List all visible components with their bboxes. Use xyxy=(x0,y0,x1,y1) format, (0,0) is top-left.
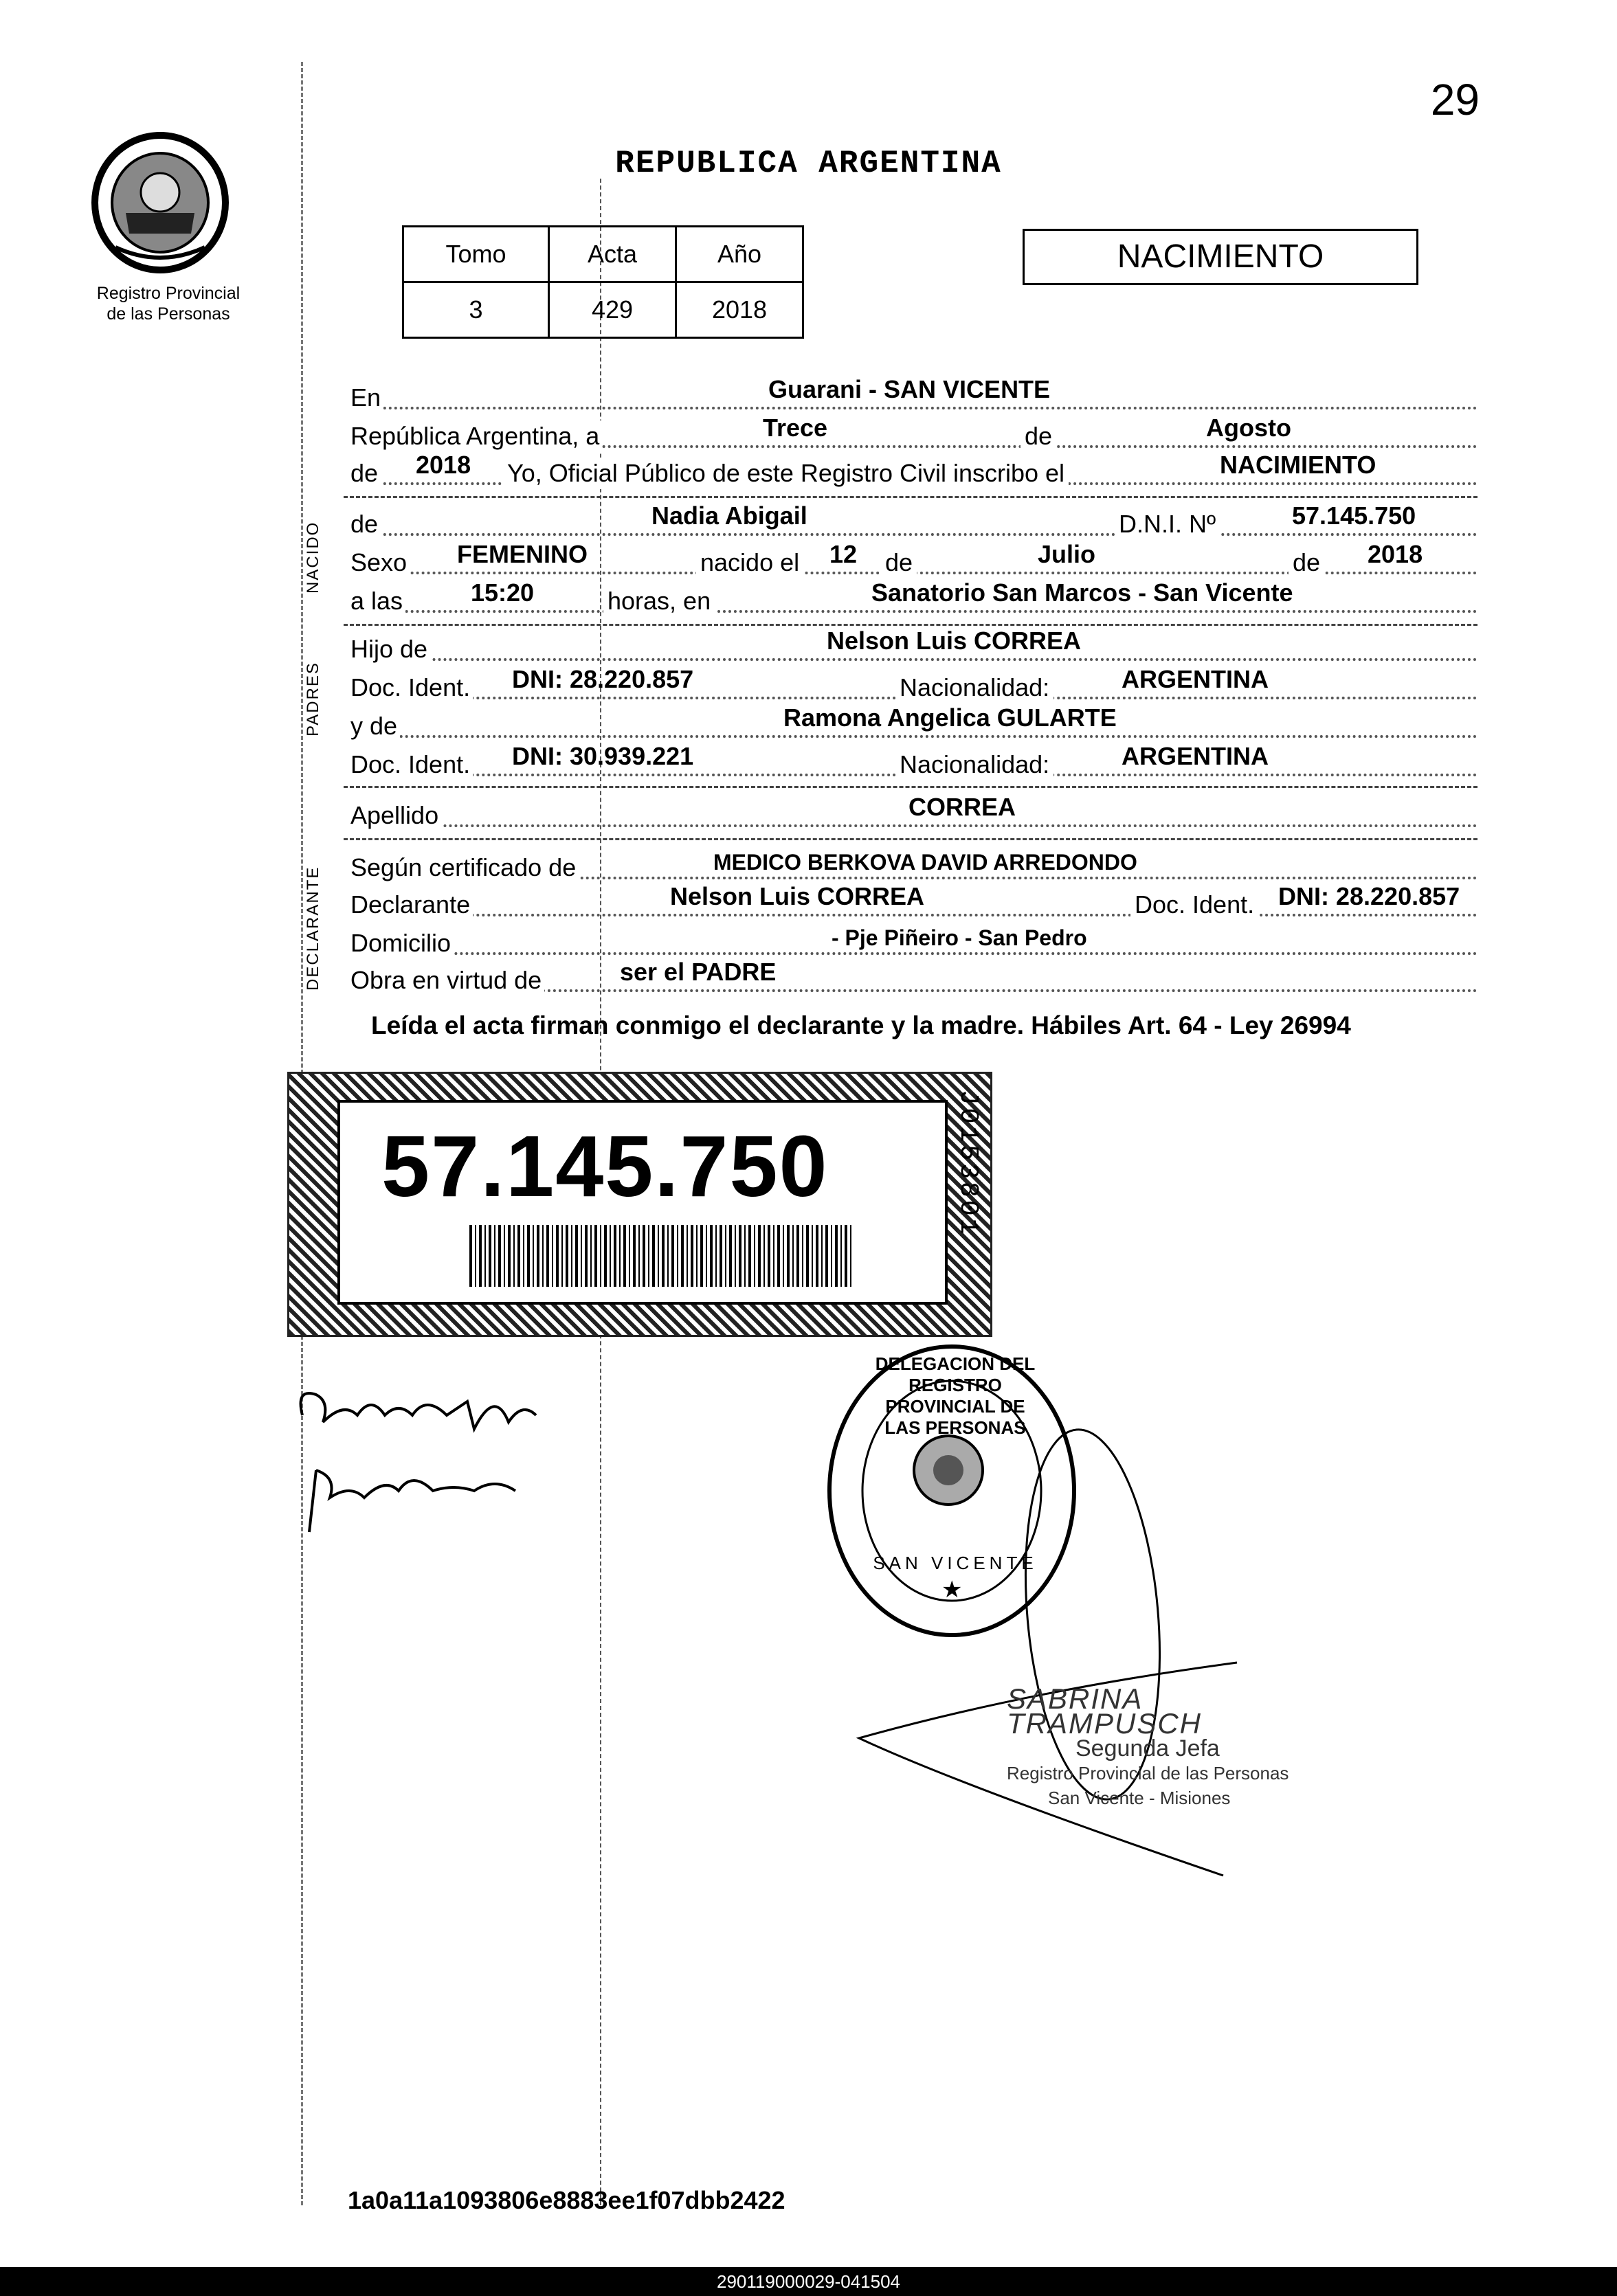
page-number: 29 xyxy=(1430,75,1480,124)
row-obra xyxy=(350,958,1477,996)
value-mother-doc: DNI: 30.939.221 xyxy=(512,742,694,770)
value-day: Trece xyxy=(763,414,828,442)
ano-value: 2018 xyxy=(676,282,803,338)
value-sexo: FEMENINO xyxy=(457,540,588,568)
label-de: de xyxy=(1021,420,1056,452)
label-declarante: Declarante xyxy=(350,889,473,921)
value-mother: Ramona Angelica GULARTE xyxy=(783,704,1117,732)
sticker-number: 57.145.750 xyxy=(381,1118,829,1215)
label-nacionalidad2: Nacionalidad: xyxy=(895,749,1053,780)
tomo-value: 3 xyxy=(403,282,549,338)
label-alas: a las xyxy=(350,585,405,617)
row-father-doc xyxy=(350,665,1477,704)
official-signature xyxy=(825,1402,1306,1882)
value-place: Sanatorio San Marcos - San Vicente xyxy=(871,578,1293,607)
label-de-month: de xyxy=(881,547,917,578)
row-en xyxy=(350,375,1477,414)
value-birth-year: 2018 xyxy=(1368,540,1423,568)
row-sexo xyxy=(350,540,1477,578)
label-certificado: Según certificado de xyxy=(350,852,579,883)
logo-caption xyxy=(69,283,268,324)
value-father-doc: DNI: 28.220.857 xyxy=(512,665,694,693)
value-event: NACIMIENTO xyxy=(1220,451,1376,479)
label-decl-doc: Doc. Ident. xyxy=(1130,889,1258,921)
label-yde: y de xyxy=(350,710,400,742)
value-certificado: MEDICO BERKOVA DAVID ARREDONDO xyxy=(713,850,1137,875)
row-father xyxy=(350,627,1477,665)
country-title: REPUBLICA ARGENTINA xyxy=(615,146,1002,181)
value-obra: ser el PADRE xyxy=(620,958,777,986)
label-doc2: Doc. Ident. xyxy=(350,749,473,780)
value-decl-doc: DNI: 28.220.857 xyxy=(1278,882,1460,910)
svg-text:★: ★ xyxy=(941,1577,963,1603)
label-republica: República Argentina, a xyxy=(350,420,602,452)
label-obra: Obra en virtud de xyxy=(350,965,544,996)
stamp-ring-text: DELEGACION DEL REGISTRO PROVINCIAL DE LAS PERSONAS xyxy=(875,1353,1036,1438)
id-sticker xyxy=(287,1072,992,1337)
value-birth-day: 12 xyxy=(829,540,858,568)
row-certificado xyxy=(350,852,1477,883)
value-dni: 57.145.750 xyxy=(1292,502,1416,530)
document-hash: 1a0a11a1093806e8883ee1f07dbb2422 xyxy=(348,2186,785,2214)
side-label-declarante: DECLARANTE xyxy=(304,866,322,991)
label-nacido: nacido el xyxy=(696,547,803,578)
value-en: Guarani - SAN VICENTE xyxy=(768,375,1051,403)
value-father-nat: ARGENTINA xyxy=(1122,665,1269,693)
value-month: Agosto xyxy=(1206,414,1291,442)
label-doc: Doc. Ident. xyxy=(350,672,473,704)
value-declarante: Nelson Luis CORREA xyxy=(670,882,925,910)
value-time: 15:20 xyxy=(471,578,535,607)
row-mother-doc xyxy=(350,742,1477,780)
province-seal-logo xyxy=(88,131,232,275)
label-en: En xyxy=(350,382,383,414)
side-label-padres: PADRES xyxy=(304,662,322,736)
acta-value: 429 xyxy=(549,282,676,338)
label-domicilio: Domicilio xyxy=(350,927,454,959)
logo-caption-line1: Registro Provincial xyxy=(96,284,241,303)
signer-name: SABRINA TRAMPUSCH xyxy=(1007,1682,1203,1740)
label-de-byear: de xyxy=(1289,547,1324,578)
label-sexo: Sexo xyxy=(350,547,410,578)
signature-block xyxy=(1007,1682,1323,1810)
value-mother-nat: ARGENTINA xyxy=(1122,742,1269,770)
value-apellido: CORREA xyxy=(908,793,1016,821)
record-type: NACIMIENTO xyxy=(1023,229,1418,285)
label-dni: D.N.I. Nº xyxy=(1115,508,1220,540)
row-republica xyxy=(350,414,1477,452)
stamp-center-text: SAN VICENTE xyxy=(873,1553,1038,1573)
value-domicilio: - Pje Piñeiro - San Pedro xyxy=(832,925,1087,950)
label-nacionalidad: Nacionalidad: xyxy=(895,672,1053,704)
text-yo-oficial: Yo, Oficial Público de este Registro Civil inscribo el xyxy=(503,458,1069,489)
signer-office: Registro Provincial de las Personas xyxy=(1007,1763,1289,1783)
header-acta: Acta xyxy=(549,227,676,282)
row-domicilio xyxy=(350,927,1477,959)
row-time xyxy=(350,578,1477,617)
row-apellido xyxy=(350,793,1477,831)
row-name xyxy=(350,502,1477,540)
sticker-panel xyxy=(337,1100,948,1305)
separator xyxy=(344,786,1477,788)
value-name: Nadia Abigail xyxy=(651,502,807,530)
header-ano: Año xyxy=(676,227,803,282)
logo-caption-line2: de las Personas xyxy=(107,304,230,324)
label-de-year: de xyxy=(350,458,381,489)
side-label-nacido: NACIDO xyxy=(304,521,322,594)
signer-title: Segunda Jefa xyxy=(1075,1735,1220,1762)
record-table xyxy=(402,225,804,339)
signatures-handwritten xyxy=(289,1374,577,1553)
header-tomo: Tomo xyxy=(403,227,549,282)
label-de-name: de xyxy=(350,508,381,540)
footer-bar: 290119000029-041504 xyxy=(0,2267,1617,2296)
label-apellido: Apellido xyxy=(350,800,441,831)
label-horas: horas, en xyxy=(603,585,715,617)
barcode xyxy=(469,1225,854,1287)
separator xyxy=(344,838,1477,840)
label-hijo: Hijo de xyxy=(350,633,430,665)
separator xyxy=(344,496,1477,498)
value-father: Nelson Luis CORREA xyxy=(827,627,1082,655)
sticker-serial: J0153801 xyxy=(953,1090,983,1237)
signer-location: San Vicente - Misiones xyxy=(1048,1788,1231,1808)
value-year: 2018 xyxy=(416,451,471,479)
row-declarante xyxy=(350,882,1477,921)
row-mother xyxy=(350,704,1477,742)
closing-text: Leída el acta firman conmigo el declarante y la madre. Hábiles Art. 64 - Ley 26994 xyxy=(371,1011,1351,1039)
row-year xyxy=(350,451,1477,489)
value-birth-month: Julio xyxy=(1038,540,1096,568)
